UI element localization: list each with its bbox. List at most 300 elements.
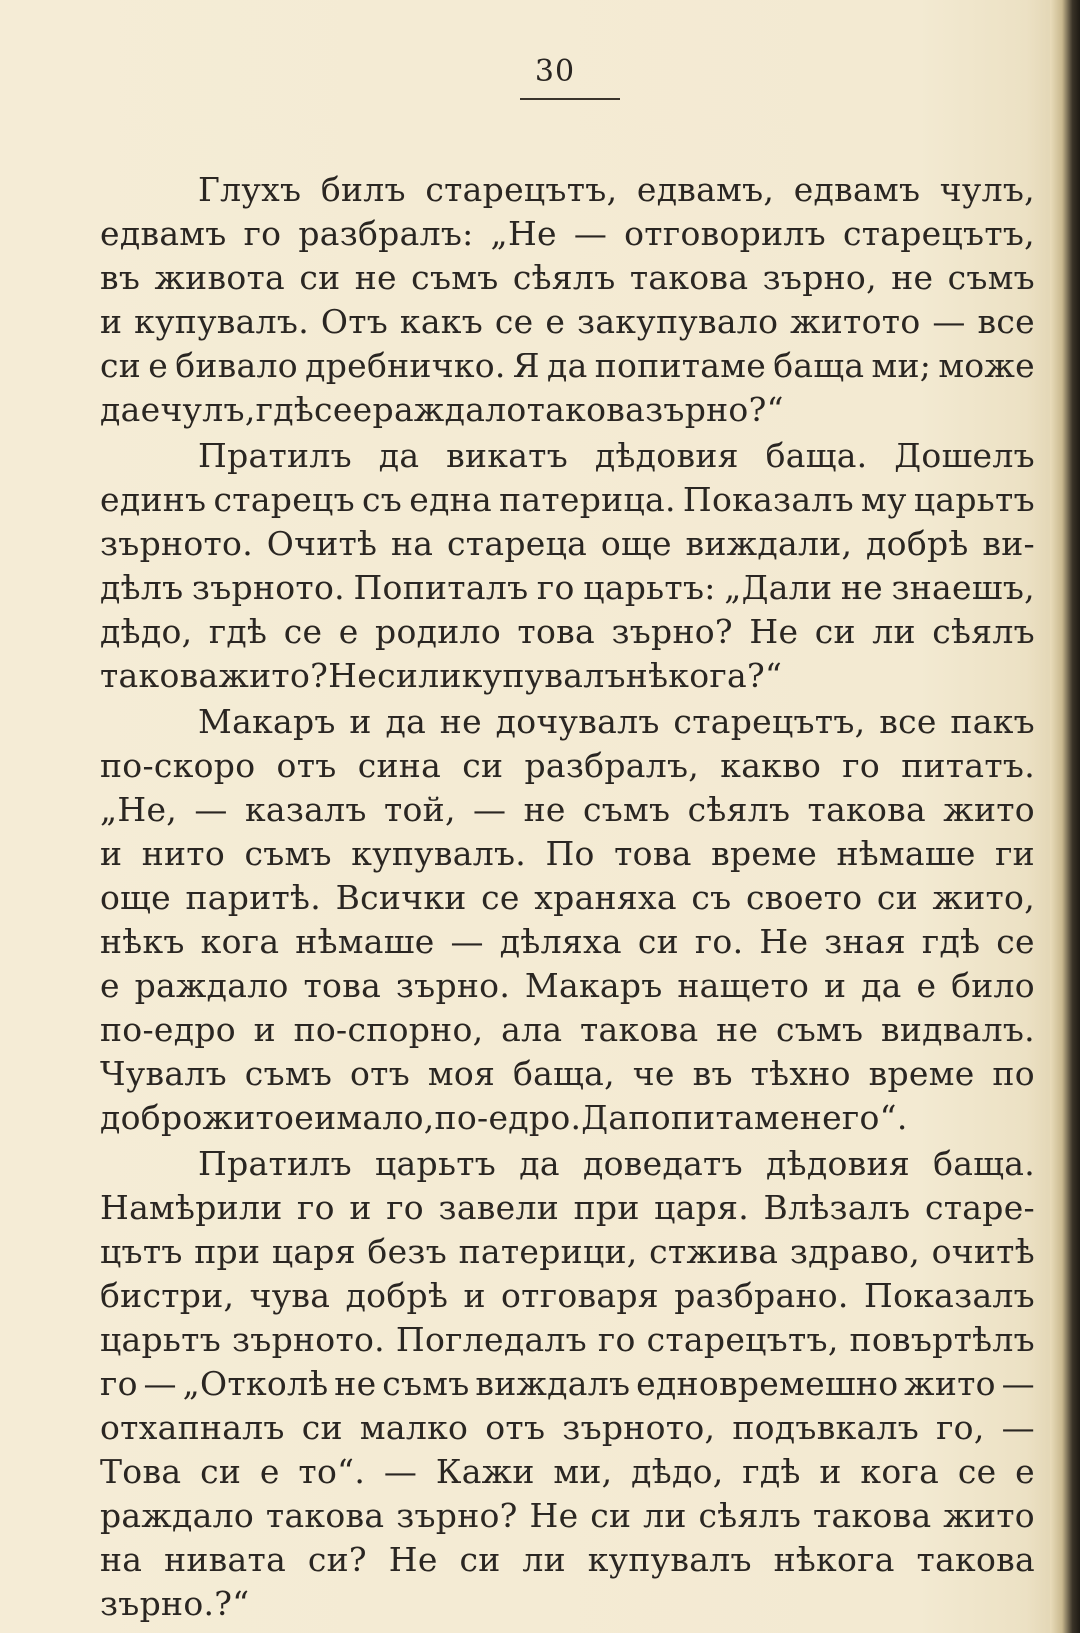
word: купувалъ xyxy=(461,656,626,695)
word: тѣхно xyxy=(750,1054,851,1093)
word: нѣкога?“ xyxy=(625,656,783,695)
word: — xyxy=(473,790,507,829)
word: жито xyxy=(943,790,1035,829)
text-line xyxy=(100,478,1035,522)
word: било xyxy=(951,966,1035,1005)
word: нѣмаше xyxy=(836,834,976,873)
word: цътъ xyxy=(100,1232,183,1271)
word: ли xyxy=(643,1496,687,1535)
text-line xyxy=(100,1096,1035,1140)
word: си xyxy=(200,1452,242,1491)
word: зная xyxy=(824,922,906,961)
word: баща. xyxy=(765,436,868,475)
word: едвамъ xyxy=(793,170,921,209)
word: моя xyxy=(427,1054,496,1093)
word: отъ xyxy=(350,1054,411,1093)
word: съмъ xyxy=(582,790,671,829)
word: не xyxy=(891,258,934,297)
word: си xyxy=(377,656,419,695)
word: По xyxy=(545,834,595,873)
word: на xyxy=(391,524,434,563)
word: и xyxy=(823,966,847,1005)
word: нащето xyxy=(677,966,810,1005)
word: отъ xyxy=(485,1408,546,1447)
word: сѣялъ xyxy=(932,612,1035,651)
page-binding-edge xyxy=(1050,0,1080,1633)
word: съ xyxy=(362,480,403,519)
word: е xyxy=(916,966,937,1005)
word: си xyxy=(814,612,856,651)
word: не xyxy=(334,1364,377,1403)
text-line xyxy=(100,1494,1035,1538)
word: си xyxy=(100,346,142,385)
word: Я xyxy=(512,346,540,385)
text-line xyxy=(100,744,1035,788)
word: питатъ. xyxy=(901,746,1035,785)
word: едвамъ xyxy=(100,214,227,253)
word: това xyxy=(517,612,595,651)
word: ?“ xyxy=(214,1584,250,1623)
word: зърното. xyxy=(231,1320,385,1359)
word: патерици, xyxy=(458,1232,638,1271)
word: жито xyxy=(202,1098,295,1137)
text-line xyxy=(100,1362,1035,1406)
text-line xyxy=(100,1318,1035,1362)
word: Пратилъ xyxy=(198,1144,352,1183)
text-line xyxy=(100,876,1035,920)
text-line xyxy=(100,1450,1035,1494)
page-number: 30 xyxy=(534,54,576,89)
word: — xyxy=(1001,1364,1035,1403)
word: Отъ xyxy=(320,302,389,341)
word: видвалъ. xyxy=(880,1010,1035,1049)
word: е xyxy=(148,346,169,385)
word: дѣдо, xyxy=(631,1452,724,1491)
text-line xyxy=(100,920,1035,964)
word: и xyxy=(253,1010,276,1049)
word: си xyxy=(301,1408,343,1447)
word: добро xyxy=(100,1098,203,1137)
word: какъ xyxy=(399,302,484,341)
word: завели xyxy=(438,1188,560,1227)
word: викатъ xyxy=(446,436,569,475)
word: „Не, xyxy=(100,790,178,829)
word: имало, xyxy=(314,1098,435,1137)
word: стжива xyxy=(649,1232,779,1271)
word: го, xyxy=(936,1408,985,1447)
word: — xyxy=(143,1364,177,1403)
word: Не xyxy=(328,656,378,695)
word: не xyxy=(523,790,566,829)
word: виждали, xyxy=(685,524,853,563)
word: и xyxy=(819,1452,842,1491)
word: му xyxy=(861,480,907,519)
word: какво xyxy=(720,746,822,785)
word: попитаме xyxy=(594,346,767,385)
word: се xyxy=(283,612,323,651)
word: да xyxy=(861,966,902,1005)
word: се xyxy=(481,878,520,917)
word: да xyxy=(378,436,420,475)
word: живота xyxy=(154,258,286,297)
word: време xyxy=(711,834,818,873)
word: по-едро. xyxy=(434,1098,582,1137)
word: дѣдовия xyxy=(766,1144,910,1183)
word: Очитѣ xyxy=(266,524,378,563)
word: може xyxy=(938,346,1035,385)
word: „Дали xyxy=(724,568,833,607)
word: нѣмаше xyxy=(295,922,435,961)
word: нѣкога xyxy=(773,1540,895,1579)
word: едвамъ, xyxy=(636,170,775,209)
word: при xyxy=(194,1232,261,1271)
word: съмъ xyxy=(244,834,332,873)
word: старецътъ, xyxy=(425,170,618,209)
word: дочувалъ xyxy=(495,702,660,741)
word: царьтъ: xyxy=(583,568,716,607)
word: чулъ, xyxy=(160,390,256,429)
word: Пратилъ xyxy=(198,436,352,475)
word: Влѣзалъ xyxy=(763,1188,911,1227)
text-line xyxy=(100,1186,1035,1230)
word: дѣдовия xyxy=(594,436,739,475)
word: е xyxy=(352,390,373,429)
text-line xyxy=(100,788,1035,832)
word: го xyxy=(386,1188,424,1227)
word: отхапналъ xyxy=(100,1408,285,1447)
word: се xyxy=(957,1452,997,1491)
word: си? xyxy=(307,1540,367,1579)
word: очитѣ xyxy=(931,1232,1035,1271)
word: „Отколѣ xyxy=(182,1364,329,1403)
word: чува xyxy=(249,1276,331,1315)
word: раждало xyxy=(134,966,289,1005)
word: си xyxy=(299,258,341,297)
text-line xyxy=(100,168,1035,212)
word: жито? xyxy=(218,656,329,695)
word: дребничко. xyxy=(305,346,506,385)
word: ви- xyxy=(982,524,1035,563)
word: ли xyxy=(418,656,462,695)
word: купувалъ. xyxy=(351,834,527,873)
word: кога xyxy=(860,1452,940,1491)
word: кога xyxy=(200,922,280,961)
word: въ xyxy=(692,1054,733,1093)
word: по-едро xyxy=(100,1010,236,1049)
word: малко xyxy=(359,1408,469,1447)
word: се xyxy=(996,922,1035,961)
text-line xyxy=(100,434,1035,478)
word: такова xyxy=(629,258,749,297)
text-line xyxy=(100,654,1035,698)
text-line xyxy=(100,1230,1035,1274)
word: още xyxy=(600,524,672,563)
word: сѣялъ xyxy=(687,790,791,829)
word: Това xyxy=(100,1452,182,1491)
word: това xyxy=(303,966,382,1005)
word: такова xyxy=(812,1496,932,1535)
word: гдѣ xyxy=(255,390,315,429)
word: го xyxy=(100,1364,138,1403)
word: съмъ xyxy=(411,258,499,297)
word: старе- xyxy=(924,1188,1035,1227)
word: Глухъ xyxy=(198,170,302,209)
text-line xyxy=(100,1582,1035,1626)
word: Макаръ xyxy=(198,702,336,741)
word: царя xyxy=(271,1232,356,1271)
word: купувалъ. xyxy=(134,302,309,341)
word: си xyxy=(462,746,504,785)
word: казалъ xyxy=(244,790,367,829)
page-number-rule xyxy=(520,98,620,100)
word: паритѣ. xyxy=(185,878,322,917)
word: отъ xyxy=(276,746,337,785)
word: житото xyxy=(790,302,921,341)
word: родило xyxy=(375,612,501,651)
word: здраво, xyxy=(789,1232,920,1271)
word: Не xyxy=(529,1496,579,1535)
word: такова xyxy=(100,656,219,695)
word: го xyxy=(243,214,282,253)
word: то“. xyxy=(298,1452,366,1491)
word: добрѣ xyxy=(866,524,969,563)
word: сѣялъ xyxy=(698,1496,802,1535)
text-line xyxy=(100,344,1035,388)
word: — xyxy=(573,214,608,253)
word: — xyxy=(932,302,966,341)
word: да xyxy=(385,702,427,741)
word: жито xyxy=(904,1364,996,1403)
word: да xyxy=(519,1144,560,1183)
word: повъртѣлъ xyxy=(849,1320,1035,1359)
word: Не xyxy=(388,1540,438,1579)
word: жито xyxy=(943,1496,1035,1535)
paragraph xyxy=(100,1142,1035,1626)
word: той, xyxy=(383,790,456,829)
word: Показалъ xyxy=(864,1276,1035,1315)
word: — xyxy=(1001,1408,1035,1447)
word: зърно?“ xyxy=(645,390,784,429)
word: зърно? xyxy=(396,1496,518,1535)
word: съмъ xyxy=(382,1364,470,1403)
text-line xyxy=(100,256,1035,300)
word: жито, xyxy=(932,878,1035,917)
word: дѣляха xyxy=(499,922,622,961)
word: това xyxy=(614,834,692,873)
text-line xyxy=(100,964,1035,1008)
text-line xyxy=(100,832,1035,876)
word: при xyxy=(573,1188,640,1227)
word: билъ xyxy=(320,170,406,209)
word: е xyxy=(338,612,359,651)
word: бистри, xyxy=(100,1276,235,1315)
word: виждалъ xyxy=(475,1364,631,1403)
word: го xyxy=(597,1320,636,1359)
text-line xyxy=(100,1008,1035,1052)
text-line xyxy=(100,522,1035,566)
word: старецътъ, xyxy=(842,214,1035,253)
word: сина xyxy=(357,746,442,785)
word: да xyxy=(546,346,588,385)
word: — xyxy=(383,1452,418,1491)
word: Кажи xyxy=(435,1452,535,1491)
word: единъ xyxy=(100,480,207,519)
word: отговорилъ xyxy=(624,214,826,253)
word: нѣкъ xyxy=(100,922,185,961)
word: такова xyxy=(807,790,927,829)
word: го xyxy=(536,568,575,607)
text-line xyxy=(100,1538,1035,1582)
text-line xyxy=(100,212,1035,256)
word: е xyxy=(545,302,566,341)
word: ми, xyxy=(553,1452,613,1491)
word: не xyxy=(439,702,482,741)
word: разбралъ: xyxy=(298,214,474,253)
text-line xyxy=(100,1274,1035,1318)
word: отговаря xyxy=(501,1276,659,1315)
word: и xyxy=(349,1188,372,1227)
word: ли xyxy=(522,1540,566,1579)
word: Не xyxy=(749,612,799,651)
word: Да xyxy=(581,1098,629,1137)
word: такова xyxy=(916,1540,1035,1579)
word: Не xyxy=(759,922,809,961)
word: храняха xyxy=(534,878,677,917)
word: гдѣ xyxy=(208,612,268,651)
word: знаешъ, xyxy=(891,568,1035,607)
word: дѣдо, xyxy=(100,612,193,651)
word: нито xyxy=(141,834,226,873)
word: една xyxy=(409,480,492,519)
word: — xyxy=(450,922,484,961)
text-line xyxy=(100,388,1035,432)
word: сѣялъ xyxy=(512,258,616,297)
word: зърното. xyxy=(100,524,253,563)
word: дѣлъ xyxy=(100,568,184,607)
word: не xyxy=(716,1010,759,1049)
word: старецътъ, xyxy=(673,702,866,741)
word: бивало xyxy=(175,346,298,385)
word: зърното. xyxy=(191,568,345,607)
word: си xyxy=(876,878,918,917)
word: такова xyxy=(526,390,646,429)
text-line xyxy=(100,300,1035,344)
text-line xyxy=(100,1406,1035,1450)
word: такова xyxy=(580,1010,699,1049)
word: все xyxy=(879,702,937,741)
word: пакъ xyxy=(950,702,1035,741)
word: е xyxy=(294,1098,315,1137)
word: и xyxy=(463,1276,486,1315)
word: се xyxy=(494,302,534,341)
word: че xyxy=(632,1054,675,1093)
word: и xyxy=(349,702,372,741)
word: баща. xyxy=(933,1144,1035,1183)
word: разбралъ, xyxy=(524,746,700,785)
word: по xyxy=(992,1054,1035,1093)
word: подъвкалъ xyxy=(732,1408,920,1447)
word: Всички xyxy=(335,878,467,917)
word: разбрано. xyxy=(674,1276,849,1315)
word: царя. xyxy=(654,1188,749,1227)
word: Дошелъ xyxy=(894,436,1035,475)
word: гдѣ xyxy=(742,1452,801,1491)
word: все xyxy=(977,302,1035,341)
word: стареца xyxy=(447,524,588,563)
word: купувалъ xyxy=(587,1540,752,1579)
word: нивата xyxy=(164,1540,287,1579)
word: ги xyxy=(995,834,1035,873)
word: съ xyxy=(691,878,732,917)
word: такова xyxy=(265,1496,385,1535)
word: въ xyxy=(100,258,141,297)
word: и xyxy=(100,834,123,873)
word: зърното, xyxy=(562,1408,716,1447)
word: не xyxy=(840,568,883,607)
word: се xyxy=(314,390,353,429)
word: Погледалъ xyxy=(395,1320,587,1359)
word: старецътъ, xyxy=(646,1320,839,1359)
word: е xyxy=(100,966,120,1005)
word: и xyxy=(100,302,123,341)
word: едновремешно xyxy=(636,1364,899,1403)
word: е xyxy=(259,1452,280,1491)
word: чулъ, xyxy=(939,170,1035,209)
word: Намѣрили xyxy=(100,1188,283,1227)
word: зърно. xyxy=(100,1584,215,1623)
word: ли xyxy=(872,612,916,651)
text-line xyxy=(100,566,1035,610)
word: раждало xyxy=(100,1496,255,1535)
word: раждало xyxy=(372,390,527,429)
word: добрѣ xyxy=(345,1276,449,1315)
word: съмъ xyxy=(244,1054,333,1093)
paragraph xyxy=(100,700,1035,1140)
word: царьтъ xyxy=(913,480,1035,519)
word: още xyxy=(100,878,171,917)
word: баща xyxy=(773,346,865,385)
word: по-спорно, xyxy=(293,1010,484,1049)
word: на xyxy=(100,1540,143,1579)
word: старецъ xyxy=(213,480,355,519)
word: ми; xyxy=(871,346,932,385)
word: да xyxy=(100,390,141,429)
word: него“. xyxy=(799,1098,908,1137)
word: доведатъ xyxy=(582,1144,743,1183)
word: безъ xyxy=(367,1232,448,1271)
word: — xyxy=(194,790,228,829)
word: по-скоро xyxy=(100,746,256,785)
word: Показалъ xyxy=(682,480,854,519)
word: е xyxy=(140,390,161,429)
text-line xyxy=(100,1052,1035,1096)
word: си xyxy=(459,1540,501,1579)
body-text xyxy=(100,168,1035,1628)
word: ала xyxy=(501,1010,563,1049)
word: баща, xyxy=(513,1054,615,1093)
word: Попиталъ xyxy=(353,568,529,607)
word: патерица. xyxy=(499,480,676,519)
word: гдѣ xyxy=(921,922,981,961)
text-line xyxy=(100,1142,1035,1186)
word: го xyxy=(297,1188,335,1227)
paragraph xyxy=(100,434,1035,698)
word: Чувалъ xyxy=(100,1054,227,1093)
word: време xyxy=(868,1054,975,1093)
word: попитаме xyxy=(628,1098,800,1137)
word: царьтъ xyxy=(100,1320,222,1359)
word: го xyxy=(842,746,881,785)
